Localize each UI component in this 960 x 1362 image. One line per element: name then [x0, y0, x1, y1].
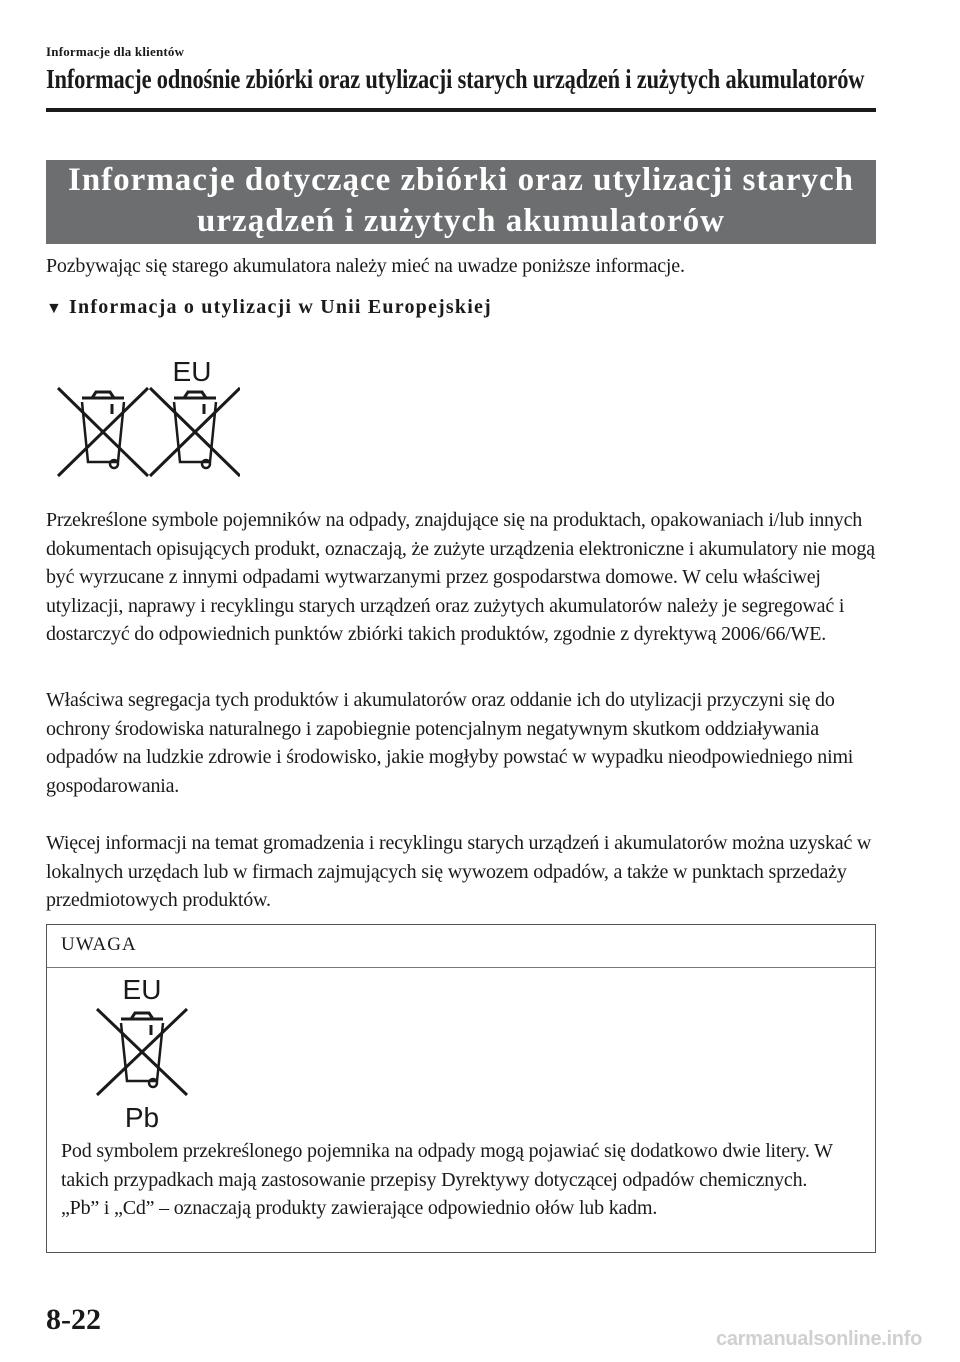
subsection-heading	[46, 296, 492, 319]
note-symbol	[87, 975, 197, 1140]
lead-paragraph: Pozbywając się starego akumulatora należy mieć na uwadze poniższe informacje.	[46, 255, 685, 277]
note-header	[47, 925, 875, 968]
eu-label: EU	[172, 356, 212, 387]
crossed-bin-pb	[87, 975, 197, 1135]
section-title-line-1: Informacje dotyczące zbiórki oraz utylizacji starych	[67, 162, 855, 198]
paragraph-environment: Właściwa segregacja tych produktów i akumulatorów oraz oddanie ich do utylizacji przyczyni się do ochrony środowiska naturalnego i zapobiegnie potencjalnym negatywnym skutkom oddziaływania odpadów na ludzkie zdrowie i środowisko, jakie mogłyby powstać w wypadku nieodpowiedniego nimi gospodarowania.	[46, 689, 854, 797]
note-heading: UWAGA	[61, 934, 137, 955]
crossed-bin-icon	[97, 1009, 187, 1095]
header-divider	[46, 108, 876, 112]
breadcrumb: Informacje dla klientów	[46, 44, 185, 59]
paragraph-disposal-symbols: Przekreślone symbole pojemników na odpady, znajdujące się na produktach, opakowaniach i/lub innych dokumentach opisujących produkt, oznaczają, że zużyte urządzenia elektroniczne i akumulatory nie mogą być wyrzucane z innymi odpadami wytwarzanymi przez gospodarstwa domowe. W celu właściwej utylizacji, naprawy i recyklingu starych urządzeń oraz zużytych akumulatorów należy je segregować i dostarczyć do odpowiednich punktów zbiórki takich produktów, zgodnie z dyrektywą 2006/66/WE.	[46, 509, 875, 645]
note-text-paragraph-2: „Pb” i „Cd” – oznaczają produkty zawierające odpowiednio ołów lub kadm.	[61, 1197, 658, 1219]
crossed-bin-icon	[150, 388, 240, 476]
section-title-line-2: urządzeń i zużytych akumulatorów	[197, 203, 725, 239]
chapter-title: Informacje odnośnie zbiórki oraz utylizacji starych urządzeń i zużytych akumulatorów	[46, 64, 865, 94]
watermark: carmanualsonline.info	[716, 1328, 922, 1350]
crossed-bin-icon	[58, 388, 148, 476]
weee-symbols	[50, 356, 240, 486]
note-box	[46, 924, 876, 1253]
section-title-banner	[46, 160, 876, 244]
triangle-marker-icon: ▼	[46, 300, 64, 317]
pb-label: Pb	[124, 1102, 160, 1133]
paragraph-more-info: Więcej informacji na temat gromadzenia i recyklingu starych urządzeń i akumulatorów można uzyskać w lokalnych urzędach lub w firmach zajmujących się wywozem odpadów, a także w punktach sprzedaży przedmiotowych produktów.	[46, 832, 872, 911]
page-number: 8-22	[46, 1303, 101, 1336]
subsection-title: Informacja o utylizacji w Unii Europejskiej	[69, 296, 492, 318]
note-text	[61, 1137, 861, 1223]
note-text-paragraph-1: Pod symbolem przekreślonego pojemnika na odpady mogą pojawiać się dodatkowo dwie litery. W takich przypadkach mają zastosowanie przepisy Dyrektywy dotyczącej odpadów chemicznych.	[61, 1140, 833, 1191]
eu-label: EU	[122, 975, 162, 1005]
crossed-bin-pair	[50, 356, 240, 481]
